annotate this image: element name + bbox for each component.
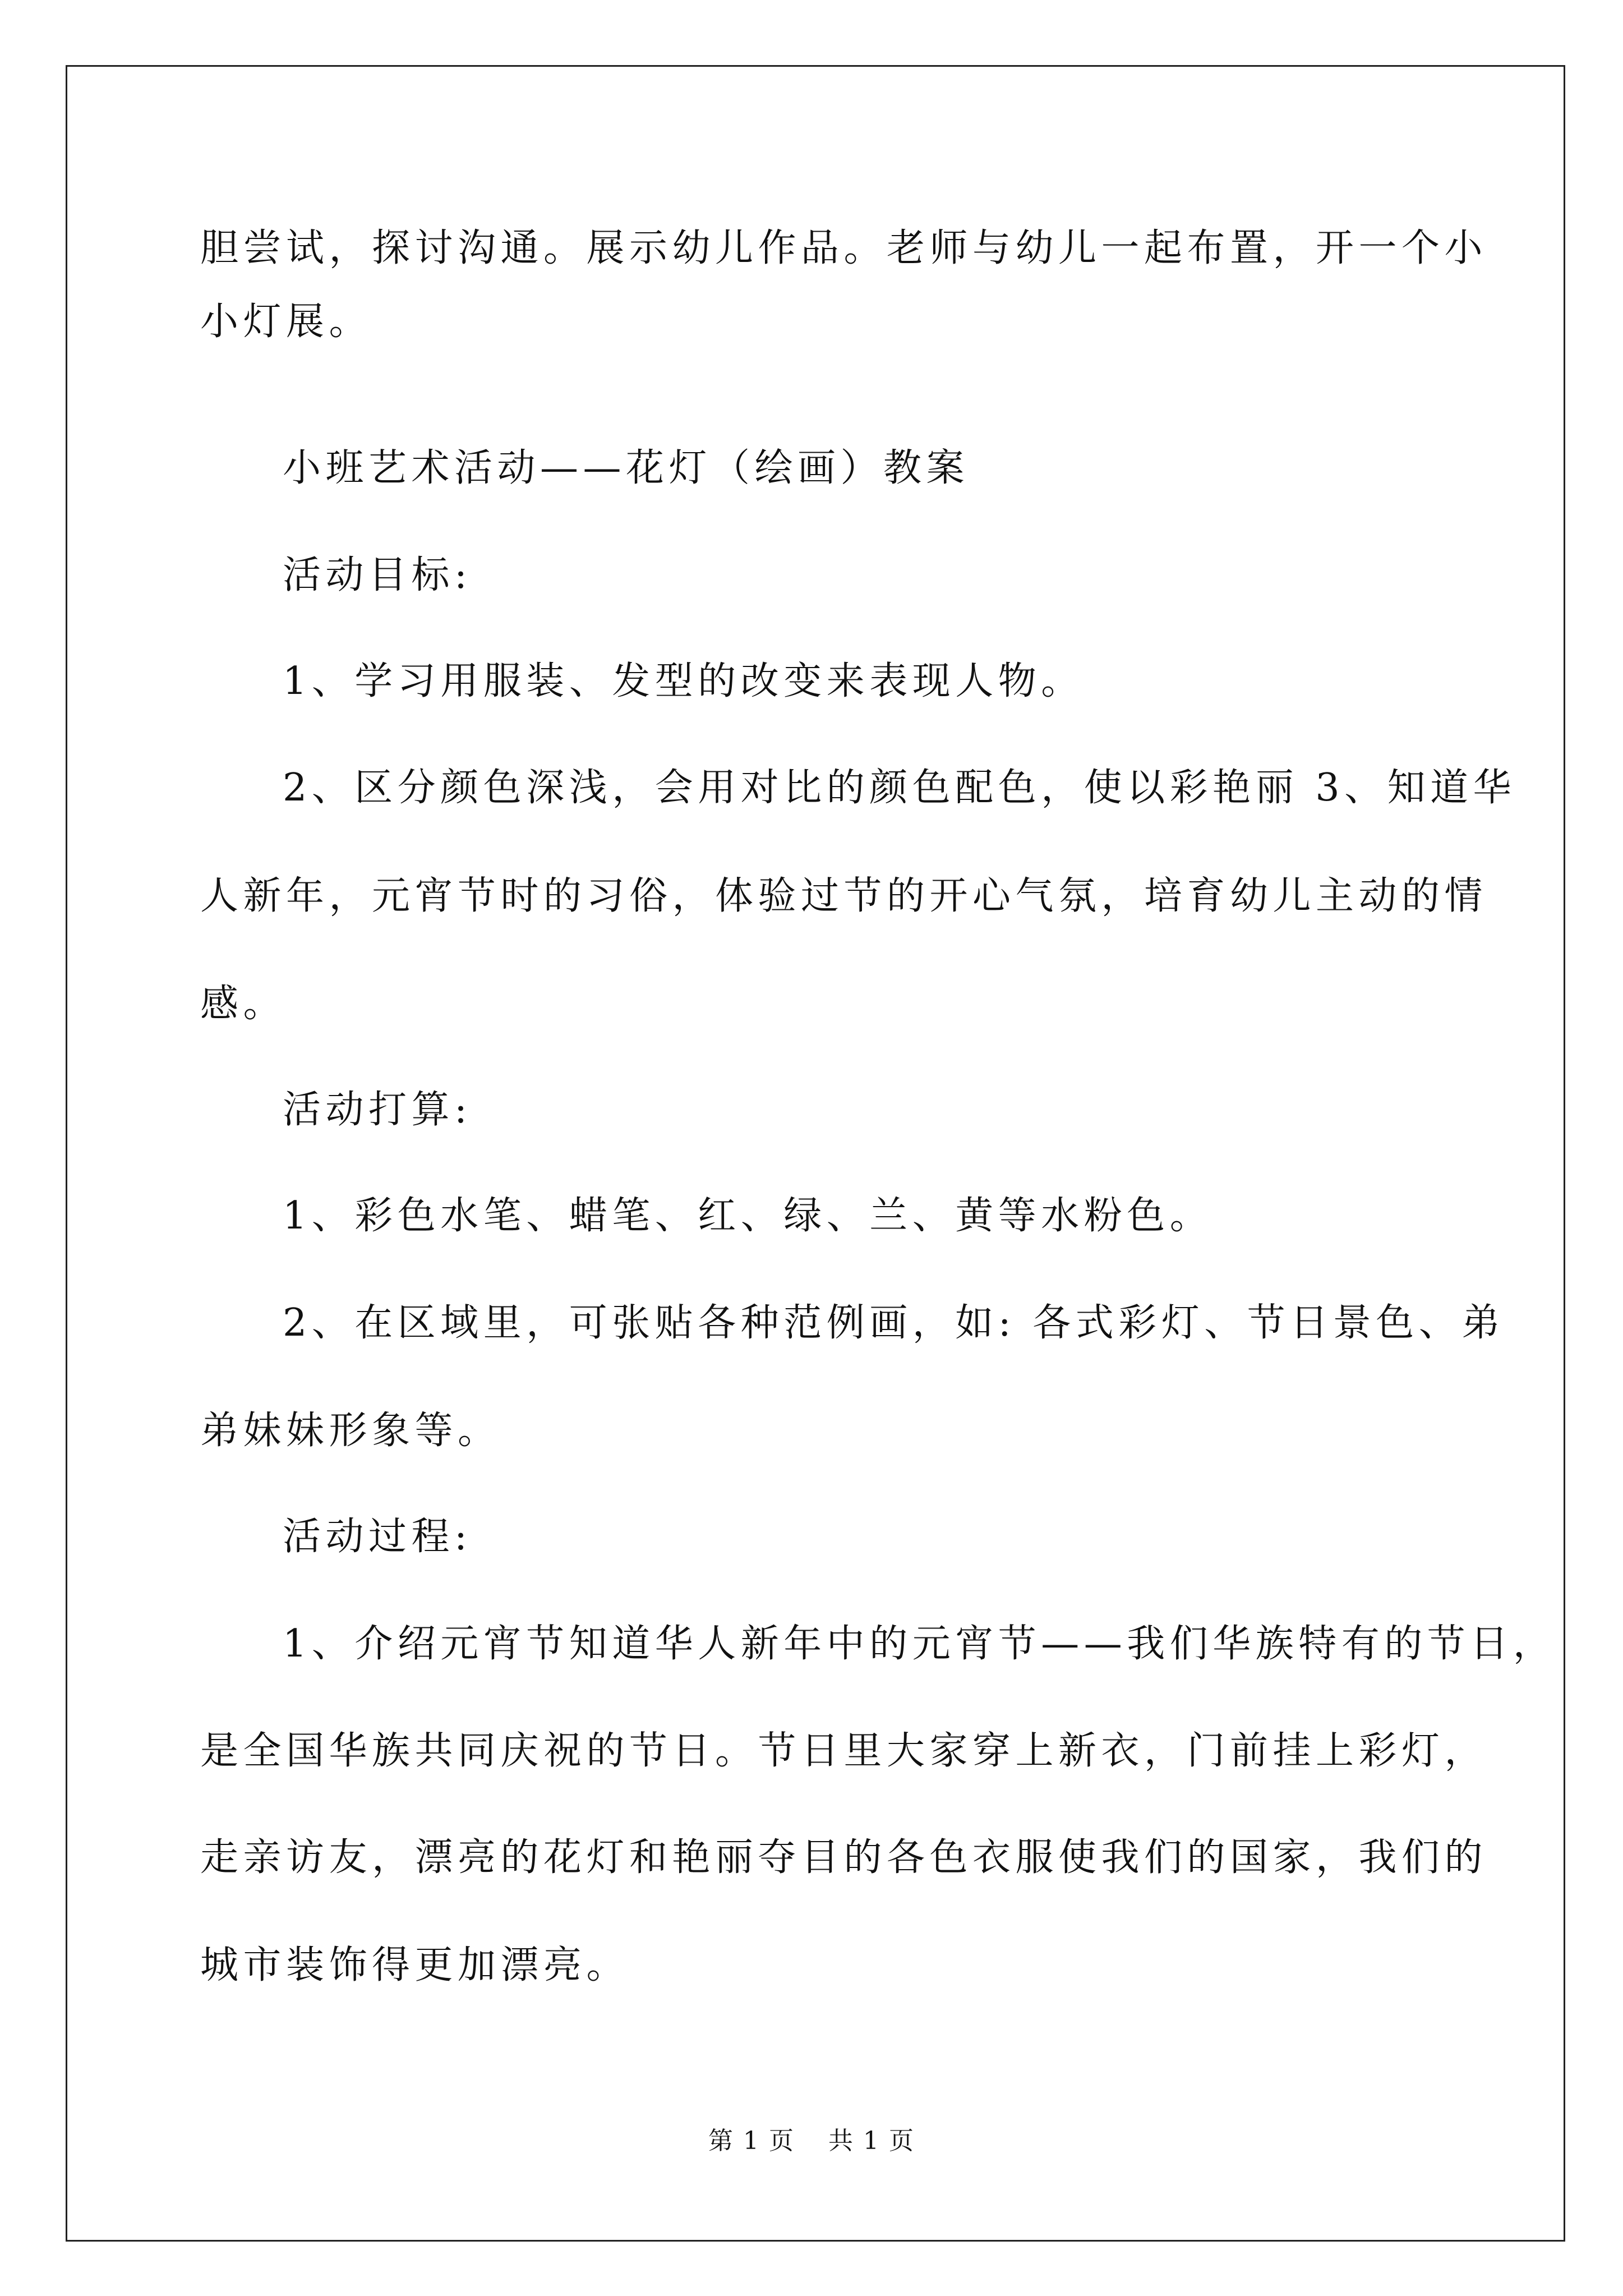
paragraph-line: 弟妹妹形象等。 (200, 1409, 501, 1453)
paragraph-line: 人新年，元宵节时的习俗，体验过节的开心气氛，培育幼儿主动的情 (200, 874, 1488, 918)
paragraph-line: 走亲访友，漂亮的花灯和艳丽夺目的各色衣服使我们的国家，我们的 (200, 1835, 1488, 1880)
list-item: 1、彩色水笔、蜡笔、红、绿、兰、黄等水粉色。 (283, 1194, 1213, 1238)
paragraph-line: 城市装饰得更加漂亮。 (200, 1943, 630, 1987)
heading-activity-goals: 活动目标: (283, 553, 472, 597)
list-item: 1、介绍元宵节知道华人新年中的元宵节——我们华族特有的节日， (283, 1622, 1556, 1666)
page-number: 第 1 页 (708, 2127, 795, 2155)
heading-activity-process: 活动过程: (283, 1515, 472, 1559)
list-item: 1、学习用服装、发型的改变来表现人物。 (283, 659, 1084, 703)
section-title: 小班艺术活动——花灯（绘画）教案 (283, 446, 970, 490)
paragraph-line: 胆尝试，探讨沟通。展示幼儿作品。老师与幼儿一起布置，开一个小 (200, 226, 1488, 270)
page-footer (0, 2129, 1623, 2154)
paragraph-line: 是全国华族共同庆祝的节日。节日里大家穿上新衣，门前挂上彩灯， (200, 1729, 1488, 1773)
heading-activity-preparation: 活动打算: (283, 1088, 472, 1132)
list-item: 2、区分颜色深浅，会用对比的颜色配色，使以彩艳丽 3、知道华 (283, 766, 1516, 810)
list-item: 2、在区域里，可张贴各种范例画，如: 各式彩灯、节日景色、弟 (283, 1301, 1505, 1345)
page-total: 共 1 页 (828, 2127, 915, 2155)
paragraph-line: 感。 (200, 982, 287, 1026)
page-border (66, 65, 1565, 2242)
paragraph-line: 小灯展。 (200, 300, 372, 344)
